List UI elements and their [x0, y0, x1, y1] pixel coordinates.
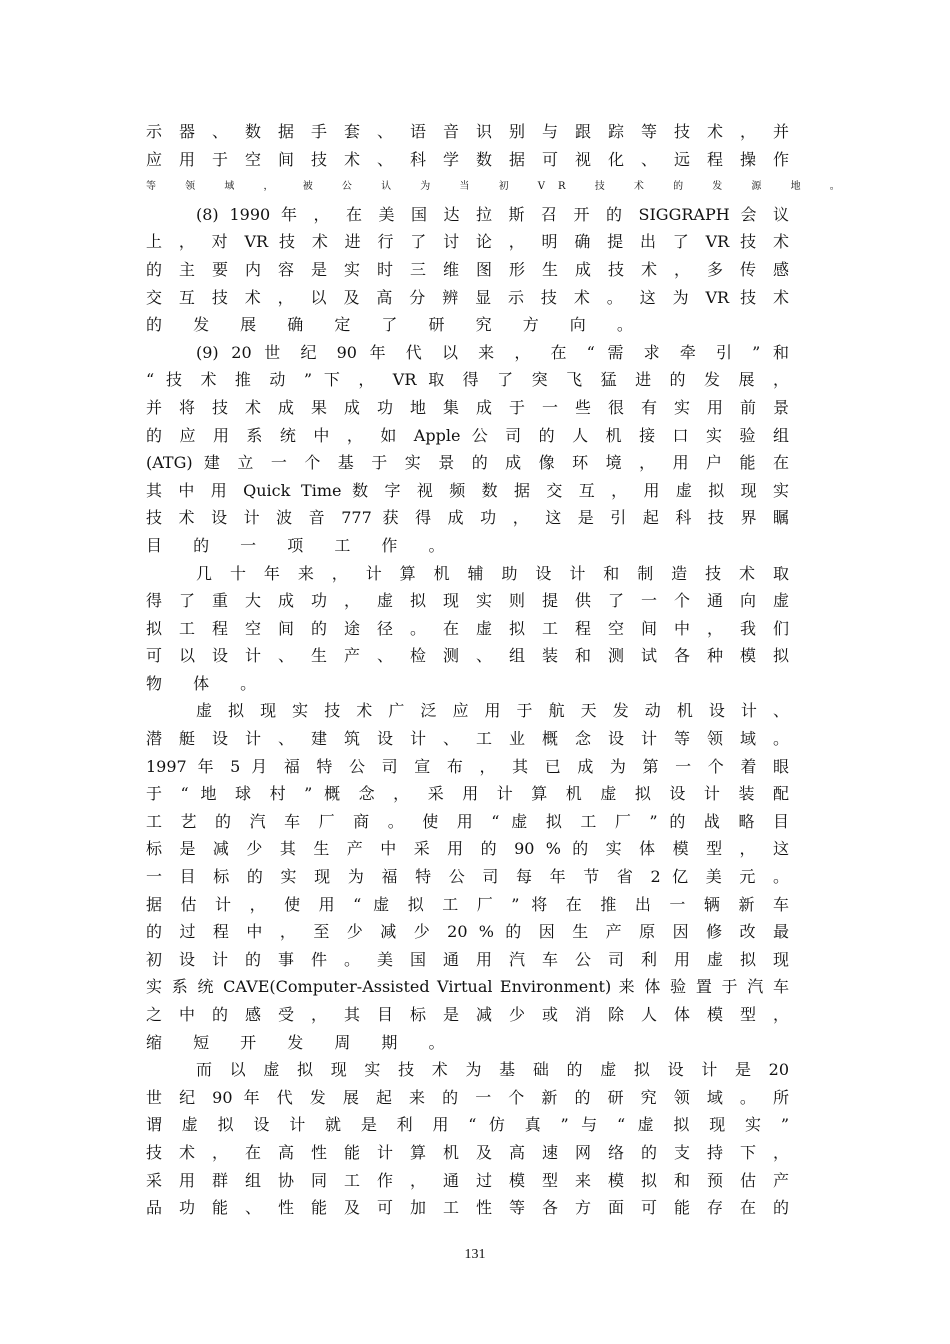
text-line: 品 功 能 、 性 能 及 可 加 工 性 等 各 方 面 可 能 存 在 的: [146, 1198, 789, 1218]
text-line: 初 设 计 的 事 件 。 美 国 通 用 汽 车 公 司 利 用 虚 拟 现: [146, 949, 789, 969]
text-line: 目 的 一 项 工 作 。: [146, 535, 458, 555]
text-line: 拟 工 程 空 间 的 途 径 。 在 虚 拟 工 程 空 间 中 ， 我 们: [146, 618, 789, 638]
text-line: 的 主 要 内 容 是 实 时 三 维 图 形 生 成 技 术 ， 多 传 感: [146, 259, 789, 279]
text-line: 1997 年 5 月 福 特 公 司 宣 布 ， 其 已 成 为 第 一 个 着 眼: [146, 756, 789, 776]
text-line: 虚 拟 现 实 技 术 广 泛 应 用 于 航 天 发 动 机 设 计 、: [196, 701, 789, 721]
text-line: 采 用 群 组 协 同 工 作 ， 通 过 模 型 来 模 拟 和 预 估 产: [146, 1170, 789, 1190]
text-line: (ATG) 建 立 一 个 基 于 实 景 的 成 像 环 境 ， 用 户 能 在: [146, 453, 789, 473]
text-line: (8) 1990 年 ， 在 美 国 达 拉 斯 召 开 的 SIGGRAPH 会 议: [196, 204, 789, 224]
text-line: 几 十 年 来 ， 计 算 机 辅 助 设 计 和 制 造 技 术 取: [196, 563, 789, 583]
page-number: 131: [464, 1247, 486, 1262]
text-line: 的 应 用 系 统 中 ， 如 Apple 公 司 的 人 机 接 口 实 验 组: [146, 425, 789, 445]
text-line: 的 发 展 确 定 了 研 究 方 向 。: [146, 315, 646, 335]
text-line: 示 器 、 数 据 手 套 、 语 音 识 别 与 跟 踪 等 技 术 ， 并: [146, 122, 789, 141]
body-text: [146, 118, 853, 1222]
text-line: 技 术 ， 在 高 性 能 计 算 机 及 高 速 网 络 的 支 持 下 ，: [146, 1142, 789, 1162]
text-line: 世 纪 90 年 代 发 展 起 来 的 一 个 新 的 研 究 领 域 。 所: [146, 1087, 789, 1107]
text-line: 的 过 程 中 ， 至 少 减 少 20 % 的 因 生 产 原 因 修 改 最: [146, 922, 789, 942]
text-line: 缩 短 开 发 周 期 。: [146, 1032, 458, 1052]
text-line: 实 系 统 CAVE(Computer-Assisted Virtual Environment) 来 体 验 置 于 汽 车: [146, 977, 789, 997]
text-line: 潜 艇 设 计 、 建 筑 设 计 、 工 业 概 念 设 计 等 领 域 。: [146, 729, 789, 749]
text-line: 等 领 域 ， 被 公 认 为 当 初 VR 技 术 的 发 源 地 。: [146, 181, 853, 193]
text-line: (9) 20 世 纪 90 年 代 以 来 ， 在 “ 需 求 牵 引 ” 和: [196, 342, 789, 362]
text-line: 之 中 的 感 受 ， 其 目 标 是 减 少 或 消 除 人 体 模 型 ，: [146, 1005, 789, 1024]
text-line: 据 估 计 ， 使 用 “ 虚 拟 工 厂 ” 将 在 推 出 一 辆 新 车: [146, 894, 789, 914]
text-line: 可 以 设 计 、 生 产 、 检 测 、 组 装 和 测 试 各 种 模 拟: [146, 646, 789, 666]
text-line: 于 “ 地 球 村 ” 概 念 ， 采 用 计 算 机 虚 拟 设 计 装 配: [146, 784, 789, 804]
text-line: 而 以 虚 拟 现 实 技 术 为 基 础 的 虚 拟 设 计 是 20: [196, 1060, 789, 1080]
text-line: 上 ， 对 VR 技 术 进 行 了 讨 论 ， 明 确 提 出 了 VR 技 术: [146, 232, 789, 252]
text-line: “ 技 术 推 动 ” 下 ， VR 取 得 了 突 飞 猛 进 的 发 展 ，: [146, 370, 789, 390]
text-line: 应 用 于 空 间 技 术 、 科 学 数 据 可 视 化 、 远 程 操 作: [146, 149, 789, 169]
text-line: 交 互 技 术 ， 以 及 高 分 辨 显 示 技 术 。 这 为 VR 技 术: [146, 287, 789, 307]
text-line: 其 中 用 Quick Time 数 字 视 频 数 据 交 互 ， 用 虚 拟 现 实: [146, 480, 789, 500]
text-line: 物 体 。: [146, 673, 270, 693]
text-line: 谓 虚 拟 设 计 就 是 利 用 “ 仿 真 ” 与 “ 虚 拟 现 实 ”: [146, 1115, 789, 1135]
text-line: 得 了 重 大 成 功 ， 虚 拟 现 实 则 提 供 了 一 个 通 向 虚: [146, 591, 789, 611]
text-line: 工 艺 的 汽 车 厂 商 。 使 用 “ 虚 拟 工 厂 ” 的 战 略 目: [146, 811, 789, 831]
text-line: 技 术 设 计 波 音 777 获 得 成 功 ， 这 是 引 起 科 技 界 瞩: [146, 508, 789, 528]
text-line: 并 将 技 术 成 果 成 功 地 集 成 于 一 些 很 有 实 用 前 景: [146, 397, 789, 417]
text-line: 一 目 标 的 实 现 为 福 特 公 司 每 年 节 省 2 亿 美 元 。: [146, 867, 789, 887]
text-line: 标 是 减 少 其 生 产 中 采 用 的 90 % 的 实 体 模 型 ， 这: [146, 839, 789, 859]
